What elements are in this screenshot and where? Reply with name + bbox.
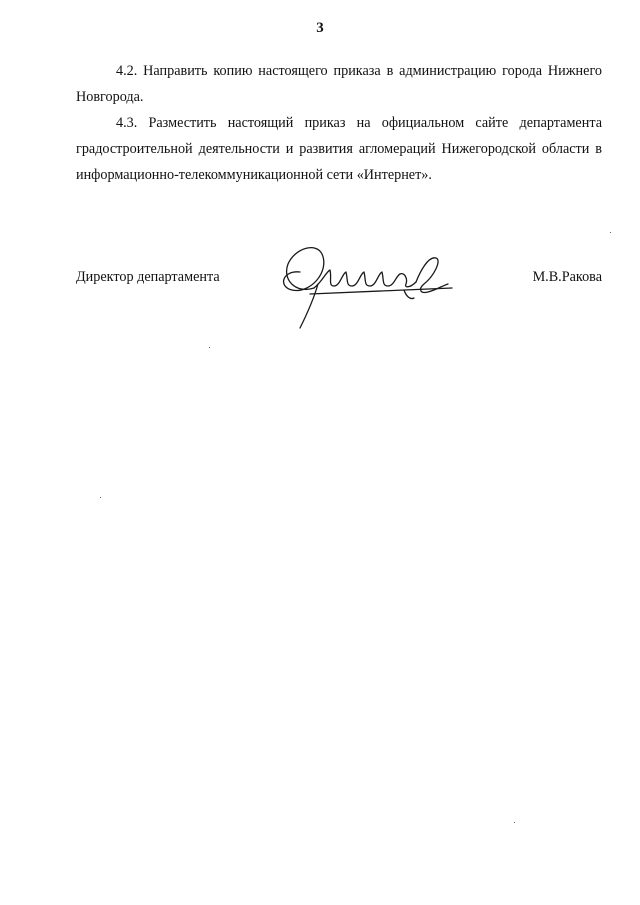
paragraph-4-3: 4.3. Разместить настоящий приказ на официальном сайте департамента градостроительной деятельности и развития агломераций Нижегородской области в информационно-телекоммуникационной сети «Интернет». [76,115,602,183]
signatory-name: М.В.Ракова [532,269,602,285]
paragraph-4-2: 4.2. Направить копию настоящего приказа в администрацию города Нижнего Новгорода. [76,63,602,105]
handwritten-signature [270,232,460,332]
scan-speck [610,232,611,233]
scan-speck [209,347,210,348]
page-number: 3 [316,20,324,36]
signatory-role: Директор департамента [76,269,220,285]
scan-speck [100,497,101,498]
scan-speck [514,822,515,823]
